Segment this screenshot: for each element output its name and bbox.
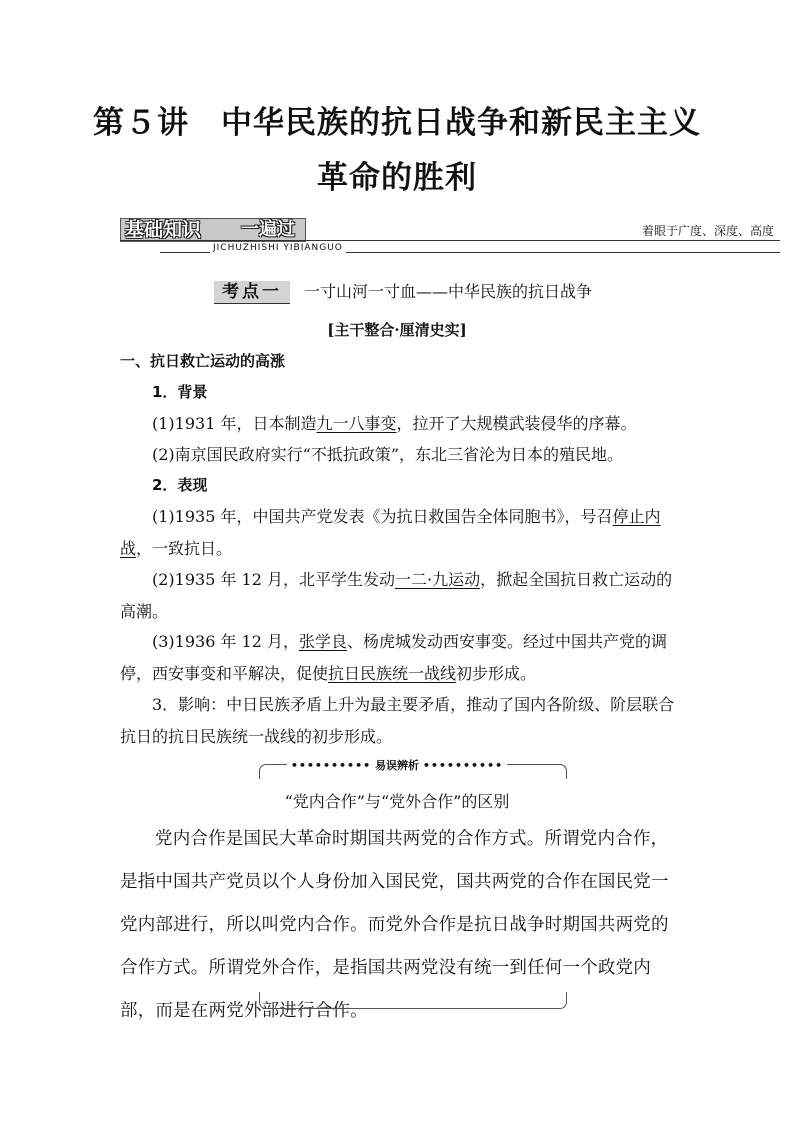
manifestation-item-3: (3)1936 年 12 月，张学良、杨虎城发动西安事变。经过中国共产党的调停，西安事变和平解决，促使抗日民族统一战线初步形成。 bbox=[120, 632, 668, 683]
kaodian-title: 一寸山河一寸血——中华民族的抗日战争 bbox=[304, 282, 593, 301]
banner-rule-top bbox=[120, 240, 780, 241]
kaodian-tag: 考点一 bbox=[214, 281, 290, 303]
page-title-line2: 革命的胜利 bbox=[317, 160, 477, 196]
underlined-term: 张学良 bbox=[299, 632, 348, 651]
manifestation-item-2: (2)1935 年 12 月，北平学生发动一二·九运动，掀起全国抗日救亡运动的高潮。 bbox=[120, 570, 673, 621]
section-banner-sublabel: 一遍过 bbox=[241, 219, 295, 240]
underlined-term: 停止内战 bbox=[120, 507, 661, 558]
section-banner-note: 着眼于广度、深度、高度 bbox=[642, 224, 775, 238]
analysis-box-title: “党内合作”与“党外合作”的区别 bbox=[284, 792, 510, 811]
analysis-box-body: 党内合作是国民大革命时期国共两党的合作方式。所谓党内合作，是指中国共产党员以个人身份加入国民党，国共两党的合作在国民党一党内部进行，所以叫党内合作。而党外合作是抗日战争时期国共两党的合作方式。所谓党外合作，是指国共两党没有统一到任何一个政党内部，而是在两党外部进行合作。 bbox=[120, 829, 669, 1021]
analysis-box-bottom bbox=[259, 992, 567, 1009]
impact-paragraph: 3．影响：中日民族矛盾上升为最主要矛盾，推动了国内各阶级、阶层联合抗日的抗日民族统一战线的初步形成。 bbox=[120, 695, 675, 746]
section-banner-pinyin: JICHUZHISHI YIBIANGUO bbox=[210, 243, 346, 253]
section-banner bbox=[120, 218, 306, 242]
section-banner-label: 基础知识 bbox=[125, 219, 202, 241]
analysis-box-label: •••••••••• 易误辨析 •••••••••• bbox=[0, 757, 794, 773]
background-item-2: (2)南京国民政府实行“不抵抗政策”，东北三省沦为日本的殖民地。 bbox=[152, 445, 624, 464]
underlined-term: 抗日民族统一战线 bbox=[328, 663, 457, 683]
kaodian-underline bbox=[214, 303, 290, 304]
underlined-term: 一二·九运动 bbox=[395, 570, 481, 589]
underlined-term: 九一八事变 bbox=[316, 414, 397, 433]
manifestation-item-1: (1)1935 年，中国共产党发表《为抗日救国告全体同胞书》，号召停止内战，一致抗日。 bbox=[120, 507, 661, 558]
background-heading: 1．背景 bbox=[152, 383, 208, 401]
background-item-1: (1)1931 年，日本制造九一八事变，拉开了大规模武装侵华的序幕。 bbox=[152, 414, 637, 433]
page-title-line1: 第５讲 中华民族的抗日战争和新民主主义 bbox=[93, 105, 701, 141]
manifestation-heading: 2．表现 bbox=[152, 476, 208, 494]
section-heading: 一、抗日救亡运动的高涨 bbox=[120, 352, 286, 370]
sub-heading: [主干整合·厘清史实] bbox=[327, 321, 467, 339]
